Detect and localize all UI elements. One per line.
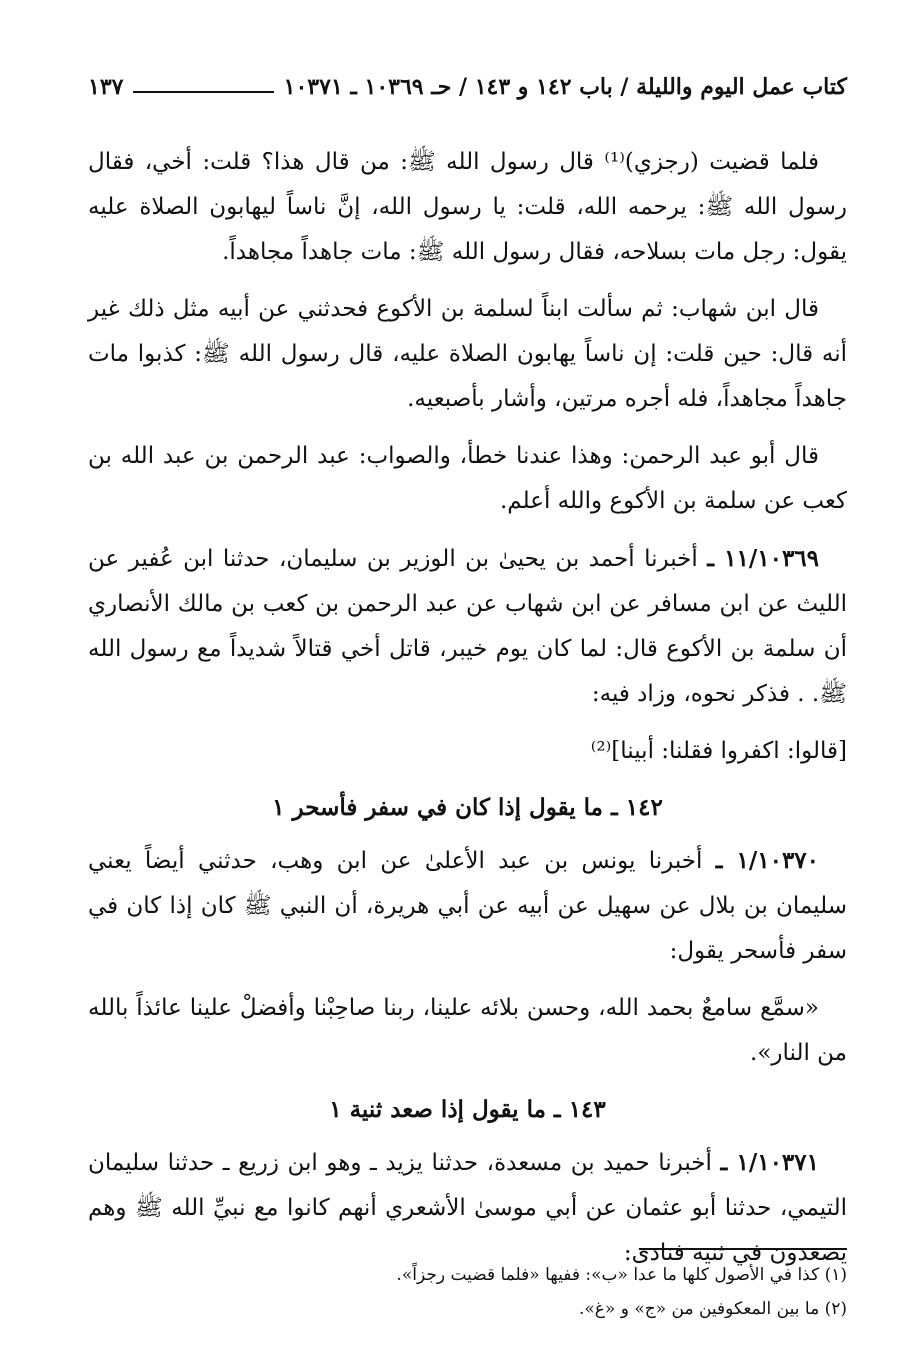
section-heading-142: ١٤٢ ـ ما يقول إذا كان في سفر فأسحر ١	[272, 794, 663, 821]
footnote-1: (١) كذا في الأصول كلها ما عدا «ب»: ففيها «فلما قضيت رجزاً».	[396, 1265, 847, 1285]
hadith-text: أخبرنا أحمد بن يحيىٰ بن الوزير بن سليمان، حدثنا ابن عُفير عن الليث عن ابن مسافر عن ابن شهاب عن عبد الرحمن بن كعب بن مالك الأنصاري أن سلمة بن الأكوع قال: لما كان يوم خيبر، قاتل أخي قتالاً شديداً مع رسول الله ﷺ. . فذكر نحوه، وزاد فيه:	[88, 546, 847, 707]
footnote-2: (٢) ما بين المعكوفين من «ج» و «غ».	[578, 1299, 847, 1319]
hadith-text: أخبرنا يونس بن عبد الأعلىٰ عن ابن وهب، حدثني أيضاً يعني سليمان بن بلال عن سهيل عن أبيه عن أبي هريرة، أن النبي ﷺ كان إذا كان في سفر فأسحر يقول:	[88, 848, 847, 964]
footnote-divider	[639, 1248, 847, 1250]
supplication-quote: «سمَّع سامعٌ بحمد الله، وحسن بلائه علينا، ربنا صاحِبْنا وأفضلْ علينا عائذاً بالله من النار».	[88, 995, 847, 1066]
hadith-number: ١١/١٠٣٦٩ ـ	[707, 545, 819, 572]
page-number: ١٣٧	[88, 74, 124, 100]
hadith-text: أخبرنا حميد بن مسعدة، حدثنا يزيد ـ وهو ابن زريع ـ حدثنا سليمان التيمي، حدثنا أبو عثمان عن أبي موسىٰ الأشعري أنهم كانوا مع نبيِّ الله ﷺ وهم يصعدون في ثنية فنادى:	[88, 1150, 847, 1266]
hadith-addition: [قالوا: اكفروا فقلنا: أبينا]⁽²⁾	[590, 738, 847, 764]
running-header	[88, 74, 847, 100]
hadith-number: ١/١٠٣٧١ ـ	[720, 1149, 819, 1176]
header-title: كتاب عمل اليوم والليلة / باب ١٤٢ و ١٤٣ / حـ ١٠٣٦٩ ـ ١٠٣٧١	[283, 74, 847, 100]
footnotes	[88, 1258, 847, 1326]
section-heading-143: ١٤٣ ـ ما يقول إذا صعد ثنية ١	[329, 1096, 606, 1123]
hadith-10369	[88, 536, 847, 717]
hadith-10371	[88, 1140, 847, 1276]
paragraph-2: قال ابن شهاب: ثم سألت ابناً لسلمة بن الأكوع فحدثني عن أبيه مثل ذلك غير أنه قال: حين قلت: إن ناساً يهابون الصلاة عليه، قال رسول الله ﷺ: كذبوا مات جاهداً مجاهداً، فله أجره مرتين، وأشار بأصبعيه.	[88, 296, 847, 412]
header-rule	[133, 91, 273, 93]
hadith-10370	[88, 838, 847, 974]
hadith-number: ١/١٠٣٧٠ ـ	[715, 847, 820, 874]
paragraph-3: قال أبو عبد الرحمن: وهذا عندنا خطأ، والصواب: عبد الرحمن بن عبد الله بن كعب عن سلمة بن الأكوع والله أعلم.	[88, 443, 847, 514]
page-body	[88, 140, 847, 1288]
paragraph-1: فلما قضيت (رجزي)⁽¹⁾ قال رسول الله ﷺ: من قال هذا؟ قلت: أخي، فقال رسول الله ﷺ: يرحمه الله، قلت: يا رسول الله، إنَّ ناساً ليهابون الصلاة عليه يقول: رجل مات بسلاحه، فقال رسول الله ﷺ: مات جاهداً مجاهداً.	[88, 149, 847, 265]
